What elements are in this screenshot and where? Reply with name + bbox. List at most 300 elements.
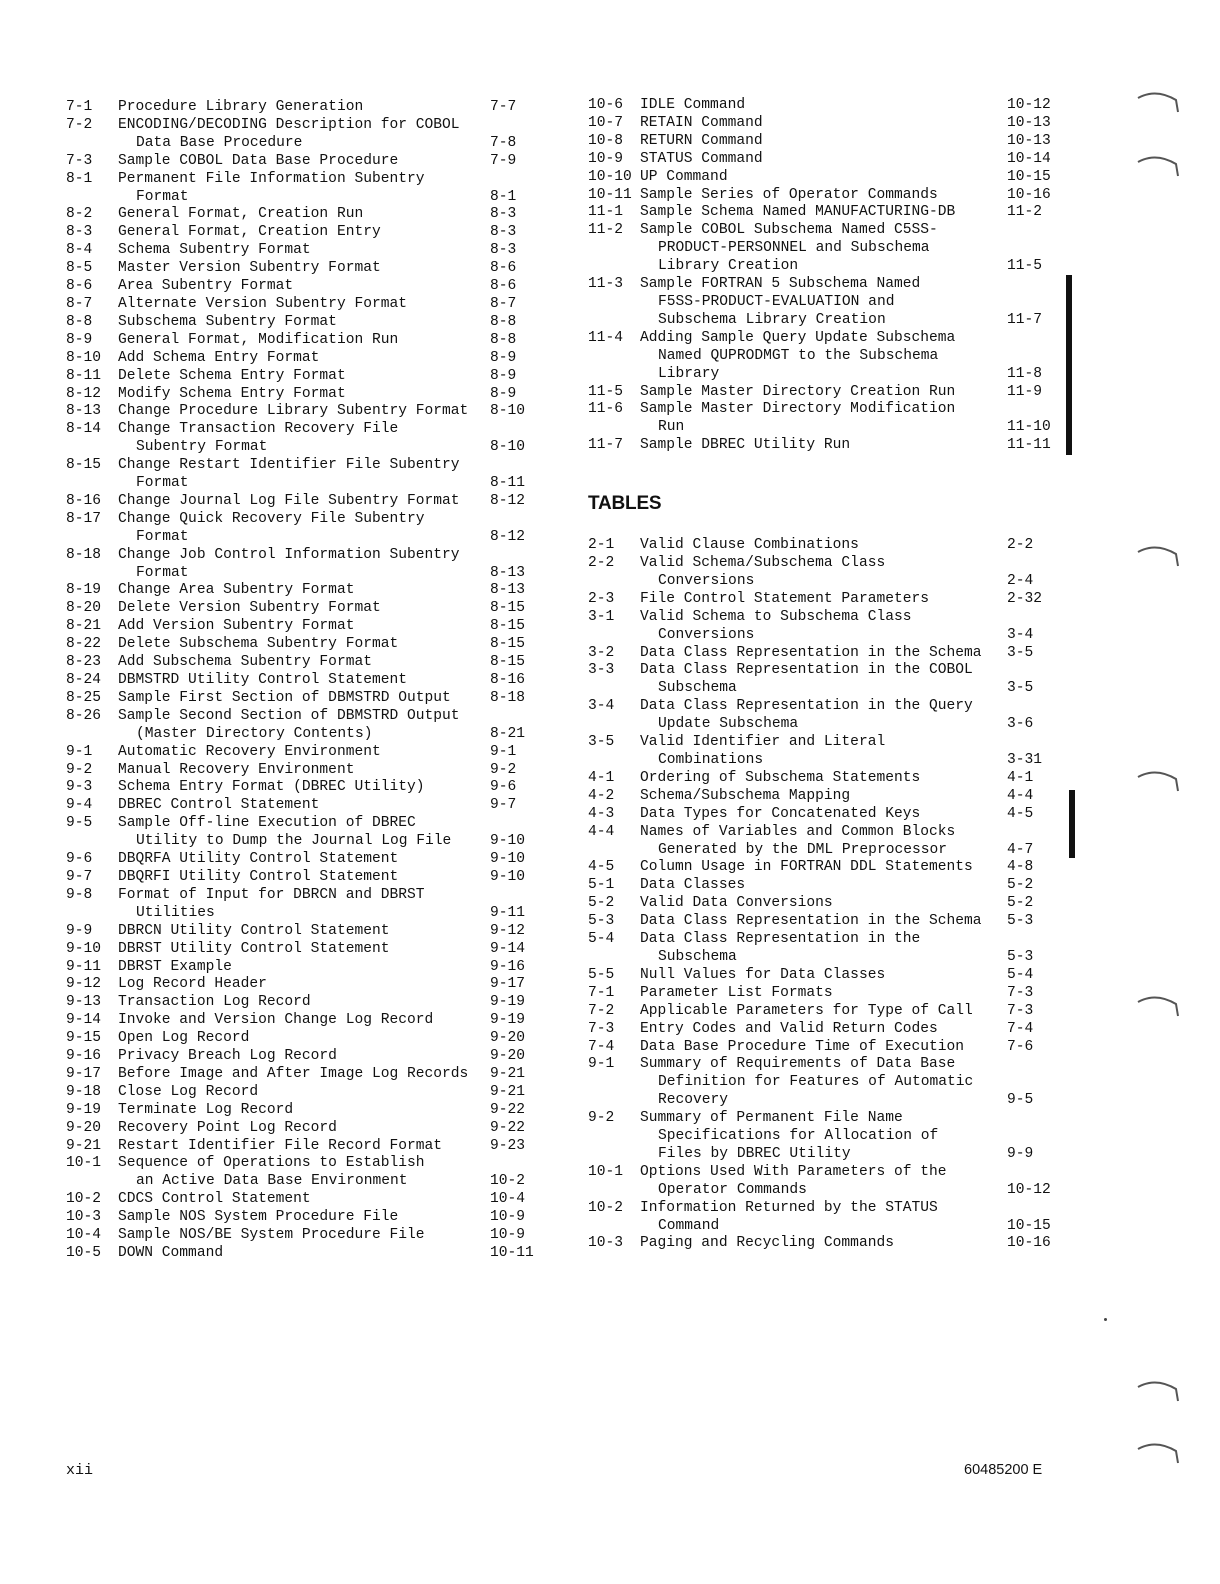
entry-title-line: Subschema Library Creation: [658, 311, 886, 328]
toc-entry: [66, 1084, 536, 1102]
entry-page: 8-7: [490, 295, 517, 312]
entry-title-line: Ordering of Subschema Statements: [640, 769, 921, 786]
entry-number: 4-5: [588, 859, 615, 876]
entry-page: 8-15: [490, 636, 526, 653]
entry-title-line: Sequence of Operations to Establish: [118, 1155, 425, 1172]
entry-title: [118, 1227, 491, 1245]
entry-title-line: Area Subentry Format: [118, 278, 294, 295]
toc-entry: [588, 877, 1058, 895]
entry-title: [640, 1110, 1002, 1164]
entry-title-line: CDCS Control Statement: [118, 1191, 311, 1208]
entry-title-line: Data Class Representation in the Schema: [640, 644, 982, 661]
entry-title: [640, 330, 1002, 384]
entry-number: 11-4: [588, 329, 624, 346]
entry-title: [640, 913, 1002, 931]
entry-title: [118, 600, 491, 618]
toc-entry: [66, 1102, 536, 1120]
entry-title-line: Change Journal Log File Subentry Format: [118, 492, 460, 509]
entry-page: 8-9: [490, 349, 517, 366]
entry-title: [118, 1012, 491, 1030]
toc-entry: [66, 278, 536, 296]
toc-entry: [588, 895, 1058, 913]
entry-number: 10-6: [588, 97, 624, 113]
entry-number: 7-2: [588, 1002, 615, 1019]
entry-page: 8-8: [490, 331, 517, 348]
entry-title: [118, 672, 491, 690]
toc-entry: [588, 1003, 1058, 1021]
entry-title-line: Named QUPRODMGT to the Subschema: [658, 347, 939, 364]
toc-entry: [66, 242, 536, 260]
entry-title-line: Names of Variables and Common Blocks: [640, 823, 956, 840]
figures-list-left-column: [66, 99, 536, 1263]
entry-title-line: an Active Data Base Environment: [136, 1173, 408, 1190]
entry-title: [118, 797, 491, 815]
entry-number: 10-3: [588, 1235, 624, 1252]
entry-number: 3-2: [588, 644, 615, 661]
entry-title: [118, 636, 491, 654]
toc-entry: [66, 582, 536, 600]
entry-title: [640, 555, 1002, 591]
entry-title: [118, 762, 491, 780]
entry-number: 8-10: [66, 349, 102, 366]
entry-number: 8-22: [66, 636, 102, 653]
entry-title-line: Sample DBREC Utility Run: [640, 437, 851, 454]
entry-title-line: Open Log Record: [118, 1030, 250, 1047]
entry-number: 10-3: [66, 1209, 102, 1226]
entry-page: 5-2: [1007, 895, 1034, 912]
entry-title-line: Specifications for Allocation of: [658, 1128, 939, 1145]
toc-entry: [588, 913, 1058, 931]
entry-number: 9-15: [66, 1030, 102, 1047]
entry-page: 9-17: [490, 976, 526, 993]
punch-hole-mark: [1136, 540, 1182, 568]
entry-title: [640, 401, 1002, 437]
entry-title-line: Format: [136, 475, 189, 492]
entry-number: 9-16: [66, 1048, 102, 1065]
entry-page: 11-7: [1007, 311, 1043, 328]
toc-entry: [66, 1012, 536, 1030]
toc-entry: [66, 117, 536, 153]
entry-title-line: Combinations: [658, 752, 764, 768]
entry-page: 8-10: [490, 439, 526, 456]
entry-title: [118, 690, 491, 708]
entry-title-line: Recovery Point Log Record: [118, 1119, 337, 1136]
entry-page: 9-5: [1007, 1092, 1034, 1109]
entry-number: 9-1: [66, 743, 93, 760]
entry-page: 4-4: [1007, 787, 1034, 804]
entry-title: [118, 1209, 491, 1227]
entry-title-line: DBQRFA Utility Control Statement: [118, 851, 399, 868]
toc-entry: [66, 171, 536, 207]
toc-entry: [588, 985, 1058, 1003]
entry-title-line: Change Restart Identifier File Subentry: [118, 457, 460, 474]
entry-number: 8-3: [66, 224, 93, 241]
entry-title: [118, 278, 491, 296]
entry-page: 9-12: [490, 922, 526, 939]
entry-page: 11-5: [1007, 258, 1043, 275]
entry-title-line: Entry Codes and Valid Return Codes: [640, 1020, 938, 1037]
entry-page: 7-3: [1007, 984, 1034, 1001]
entry-page: 8-11: [490, 475, 526, 492]
entry-title-line: Master Version Subentry Format: [118, 260, 381, 277]
entry-page: 7-8: [490, 134, 517, 151]
entry-number: 8-13: [66, 403, 102, 420]
entry-page: 8-13: [490, 582, 526, 599]
entry-title: [118, 1120, 491, 1138]
entry-number: 2-2: [588, 555, 615, 572]
entry-page: 10-16: [1007, 1235, 1051, 1252]
toc-entry: [66, 153, 536, 171]
entry-title-line: Summary of Requirements of Data Base: [640, 1056, 956, 1073]
toc-entry: [66, 260, 536, 278]
entry-title: [118, 1084, 491, 1102]
toc-entry: [588, 967, 1058, 985]
entry-number: 2-3: [588, 590, 615, 607]
entry-title: [118, 779, 491, 797]
toc-entry: [588, 204, 1058, 222]
entry-number: 3-5: [588, 734, 615, 751]
entry-title-line: Sample COBOL Data Base Procedure: [118, 152, 399, 169]
entry-page: 8-8: [490, 313, 517, 330]
toc-entry: [588, 401, 1058, 437]
entry-number: 11-2: [588, 222, 624, 239]
entry-number: 9-7: [66, 868, 93, 885]
entry-title-line: Sample NOS System Procedure File: [118, 1209, 399, 1226]
entry-page: 8-21: [490, 725, 526, 742]
toc-entry: [66, 1227, 536, 1245]
entry-title-line: Delete Schema Entry Format: [118, 367, 346, 384]
entry-page: 8-16: [490, 672, 526, 688]
entry-number: 10-4: [66, 1227, 102, 1244]
entry-title: [640, 770, 1002, 788]
toc-entry: [66, 1030, 536, 1048]
toc-entry: [66, 1209, 536, 1227]
entry-title-line: Files by DBREC Utility: [658, 1145, 851, 1162]
entry-page: 10-13: [1007, 114, 1051, 131]
entry-title-line: RETAIN Command: [640, 114, 763, 131]
toc-entry: [66, 600, 536, 618]
entry-number: 9-2: [66, 761, 93, 778]
toc-entry: [588, 734, 1058, 770]
toc-entry: [588, 151, 1058, 169]
toc-entry: [66, 1066, 536, 1084]
entry-page: 3-5: [1007, 644, 1034, 661]
entry-title-line: Log Record Header: [118, 976, 267, 993]
entry-title: [118, 153, 491, 171]
entry-title-line: Paging and Recycling Commands: [640, 1235, 894, 1252]
entry-title: [640, 97, 1002, 115]
entry-title-line: Subschema: [658, 680, 737, 697]
punch-hole-mark: [1136, 86, 1182, 114]
entry-title-line: Conversions: [658, 626, 755, 643]
entry-number: 10-1: [588, 1163, 624, 1180]
entry-number: 8-23: [66, 654, 102, 671]
toc-entry: [66, 994, 536, 1012]
entry-title-line: Column Usage in FORTRAN DDL Statements: [640, 859, 973, 876]
entry-title-line: Procedure Library Generation: [118, 99, 364, 115]
entry-page: 11-2: [1007, 204, 1043, 221]
toc-entry: [66, 654, 536, 672]
toc-entry: [588, 645, 1058, 663]
entry-number: 9-19: [66, 1101, 102, 1118]
entry-page: 9-7: [490, 797, 517, 814]
toc-entry: [588, 698, 1058, 734]
entry-title: [118, 923, 491, 941]
entry-number: 8-26: [66, 707, 102, 724]
entry-title: [640, 1003, 1002, 1021]
toc-entry: [588, 1056, 1058, 1110]
entry-number: 9-18: [66, 1083, 102, 1100]
entry-title: [118, 117, 491, 153]
entry-number: 10-5: [66, 1245, 102, 1261]
entry-page: 9-19: [490, 994, 526, 1011]
entry-number: 8-24: [66, 672, 102, 688]
entry-title: [118, 744, 491, 762]
entry-number: 10-7: [588, 114, 624, 131]
toc-entry: [66, 923, 536, 941]
entry-title: [118, 547, 491, 583]
entry-page: 8-13: [490, 564, 526, 581]
entry-number: 7-1: [66, 99, 93, 115]
toc-entry: [66, 1120, 536, 1138]
entry-title: [640, 1039, 1002, 1057]
entry-title-line: Valid Schema/Subschema Class: [640, 555, 886, 572]
entry-number: 8-11: [66, 367, 102, 384]
entry-page: 9-2: [490, 761, 517, 778]
toc-entry: [588, 1110, 1058, 1164]
entry-title: [640, 1235, 1002, 1253]
punch-hole-mark: [1136, 1437, 1182, 1465]
entry-title: [640, 1200, 1002, 1236]
entry-title-line: Valid Clause Combinations: [640, 537, 859, 554]
entry-page: 9-10: [490, 833, 526, 850]
entry-title: [118, 421, 491, 457]
entry-page: 10-9: [490, 1209, 526, 1226]
entry-number: 9-14: [66, 1012, 102, 1029]
toc-entry: [66, 1245, 536, 1263]
entry-number: 10-1: [66, 1155, 102, 1172]
change-bar: [1069, 790, 1075, 858]
entry-number: 9-5: [66, 815, 93, 832]
entry-title-line: Schema Entry Format (DBREC Utility): [118, 779, 425, 796]
toc-entry: [588, 169, 1058, 187]
entry-title: [640, 384, 1002, 402]
entry-title: [118, 1245, 491, 1263]
entry-title: [118, 941, 491, 959]
entry-page: 11-11: [1007, 437, 1051, 454]
toc-entry: [66, 779, 536, 797]
entry-number: 10-11: [588, 186, 632, 203]
toc-entry: [66, 493, 536, 511]
entry-title-line: DBRCN Utility Control Statement: [118, 922, 390, 939]
toc-entry: [588, 662, 1058, 698]
entry-title-line: Invoke and Version Change Log Record: [118, 1012, 434, 1029]
entry-title-line: Data Class Representation in the COBOL: [640, 662, 973, 679]
entry-title: [118, 976, 491, 994]
entry-title-line: Sample First Section of DBMSTRD Output: [118, 689, 451, 706]
entry-title: [640, 1164, 1002, 1200]
entry-title: [640, 967, 1002, 985]
entry-number: 8-6: [66, 278, 93, 295]
entry-page: 9-23: [490, 1137, 526, 1154]
entry-number: 5-4: [588, 931, 615, 948]
entry-page: 4-8: [1007, 859, 1034, 876]
entry-title-line: Subentry Format: [136, 439, 268, 456]
toc-entry: [588, 537, 1058, 555]
page-number: xii: [66, 1462, 94, 1479]
entry-title-line: DBRST Example: [118, 958, 232, 975]
toc-entry: [66, 744, 536, 762]
entry-number: 11-6: [588, 401, 624, 418]
entry-title: [640, 537, 1002, 555]
entry-page: 7-6: [1007, 1038, 1034, 1055]
entry-title: [118, 350, 491, 368]
entry-number: 8-12: [66, 385, 102, 402]
toc-entry: [66, 762, 536, 780]
tables-heading: TABLES: [588, 493, 662, 515]
entry-title-line: Valid Identifier and Literal: [640, 734, 886, 751]
entry-number: 4-1: [588, 769, 615, 786]
entry-page: 9-22: [490, 1119, 526, 1136]
entry-title: [118, 99, 491, 117]
entry-page: 9-9: [1007, 1145, 1034, 1162]
entry-title: [118, 618, 491, 636]
entry-number: 7-3: [66, 152, 93, 169]
toc-entry: [66, 332, 536, 350]
entry-number: 5-1: [588, 877, 615, 894]
entry-page: 9-14: [490, 940, 526, 957]
entry-title-line: General Format, Creation Entry: [118, 224, 381, 241]
entry-page: 10-12: [1007, 1181, 1051, 1198]
entry-title-line: Alternate Version Subentry Format: [118, 295, 408, 312]
entry-page: 9-21: [490, 1083, 526, 1100]
entry-title-line: Change Quick Recovery File Subentry: [118, 510, 425, 527]
entry-title-line: Sample Second Section of DBMSTRD Output: [118, 707, 460, 724]
entry-title-line: Parameter List Formats: [640, 984, 833, 1001]
entry-number: 8-18: [66, 546, 102, 563]
entry-title-line: Run: [658, 419, 685, 436]
entry-title-line: Automatic Recovery Environment: [118, 743, 381, 760]
entry-number: 9-2: [588, 1110, 615, 1127]
entry-title: [118, 582, 491, 600]
entry-number: 11-7: [588, 437, 624, 454]
entry-title-line: Delete Version Subentry Format: [118, 600, 381, 617]
entry-number: 9-4: [66, 797, 93, 814]
entry-number: 8-17: [66, 510, 102, 527]
toc-entry: [66, 224, 536, 242]
figures-list-continued: [588, 97, 1058, 455]
entry-page: 2-32: [1007, 590, 1043, 607]
entry-title-line: Information Returned by the STATUS: [640, 1199, 938, 1216]
entry-title-line: Change Transaction Recovery File: [118, 421, 399, 438]
toc-entry: [66, 206, 536, 224]
entry-number: 9-21: [66, 1137, 102, 1154]
entry-page: 8-12: [490, 492, 526, 509]
entry-number: 8-2: [66, 206, 93, 223]
entry-title: [118, 224, 491, 242]
entry-page: 7-3: [1007, 1002, 1034, 1019]
entry-title-line: General Format, Creation Run: [118, 206, 364, 223]
entry-title: [640, 437, 1002, 455]
toc-entry: [588, 115, 1058, 133]
entry-title-line: Sample Off-line Execution of DBREC: [118, 815, 416, 832]
entry-page: 3-4: [1007, 626, 1034, 643]
toc-entry: [588, 222, 1058, 276]
entry-page: 8-1: [490, 188, 517, 205]
punch-hole-mark: [1136, 150, 1182, 178]
entry-number: 8-25: [66, 689, 102, 706]
entry-title: [640, 1056, 1002, 1110]
punch-hole-mark: [1136, 765, 1182, 793]
entry-title-line: Sample Schema Named MANUFACTURING-DB: [640, 204, 956, 221]
entry-page: 10-12: [1007, 97, 1051, 113]
entry-page: 9-20: [490, 1030, 526, 1047]
toc-entry: [66, 511, 536, 547]
entry-title: [640, 1021, 1002, 1039]
toc-entry: [66, 1138, 536, 1156]
entry-number: 9-9: [66, 922, 93, 939]
entry-title: [118, 242, 491, 260]
entry-title-line: Format: [136, 188, 189, 205]
entry-page: 9-21: [490, 1065, 526, 1082]
entry-title: [640, 698, 1002, 734]
toc-entry: [588, 1200, 1058, 1236]
entry-page: 3-6: [1007, 716, 1034, 733]
entry-number: 4-4: [588, 823, 615, 840]
entry-title: [640, 151, 1002, 169]
entry-number: 9-10: [66, 940, 102, 957]
entry-title-line: Data Classes: [640, 877, 746, 894]
entry-title: [640, 824, 1002, 860]
entry-title-line: Valid Schema to Subschema Class: [640, 608, 912, 625]
entry-page: 9-10: [490, 868, 526, 885]
toc-entry: [66, 636, 536, 654]
entry-title-line: Close Log Record: [118, 1083, 259, 1100]
entry-number: 7-4: [588, 1038, 615, 1055]
right-column: [588, 97, 1058, 1253]
entry-title-line: Sample NOS/BE System Procedure File: [118, 1227, 425, 1244]
entry-number: 5-5: [588, 966, 615, 983]
entry-page: 10-15: [1007, 1217, 1051, 1234]
entry-title-line: Library: [658, 365, 720, 382]
entry-title-line: Change Procedure Library Subentry Format: [118, 403, 469, 420]
entry-title-line: UP Command: [640, 168, 728, 185]
entry-number: 9-6: [66, 851, 93, 868]
entry-title-line: Command: [658, 1217, 720, 1234]
entry-page: 11-10: [1007, 419, 1051, 436]
toc-entry: [66, 708, 536, 744]
toc-entry: [588, 591, 1058, 609]
entry-title: [640, 276, 1002, 330]
entry-page: 7-4: [1007, 1020, 1034, 1037]
entry-title: [640, 931, 1002, 967]
entry-page: 8-12: [490, 528, 526, 545]
entry-page: 4-7: [1007, 841, 1034, 858]
entry-title-line: Sample Series of Operator Commands: [640, 186, 938, 203]
entry-title-line: Data Class Representation in the: [640, 931, 921, 948]
entry-page: 9-1: [490, 743, 517, 760]
entry-title: [118, 1102, 491, 1120]
entry-title-line: Change Area Subentry Format: [118, 582, 355, 599]
entry-title-line: File Control Statement Parameters: [640, 590, 930, 607]
entry-page: 9-19: [490, 1012, 526, 1029]
entry-page: 10-11: [490, 1245, 534, 1261]
entry-page: 4-1: [1007, 769, 1034, 786]
entry-number: 10-2: [66, 1191, 102, 1208]
entry-title-line: Format of Input for DBRCN and DBRST: [118, 886, 425, 903]
entry-page: 4-5: [1007, 805, 1034, 822]
entry-page: 10-13: [1007, 132, 1051, 149]
